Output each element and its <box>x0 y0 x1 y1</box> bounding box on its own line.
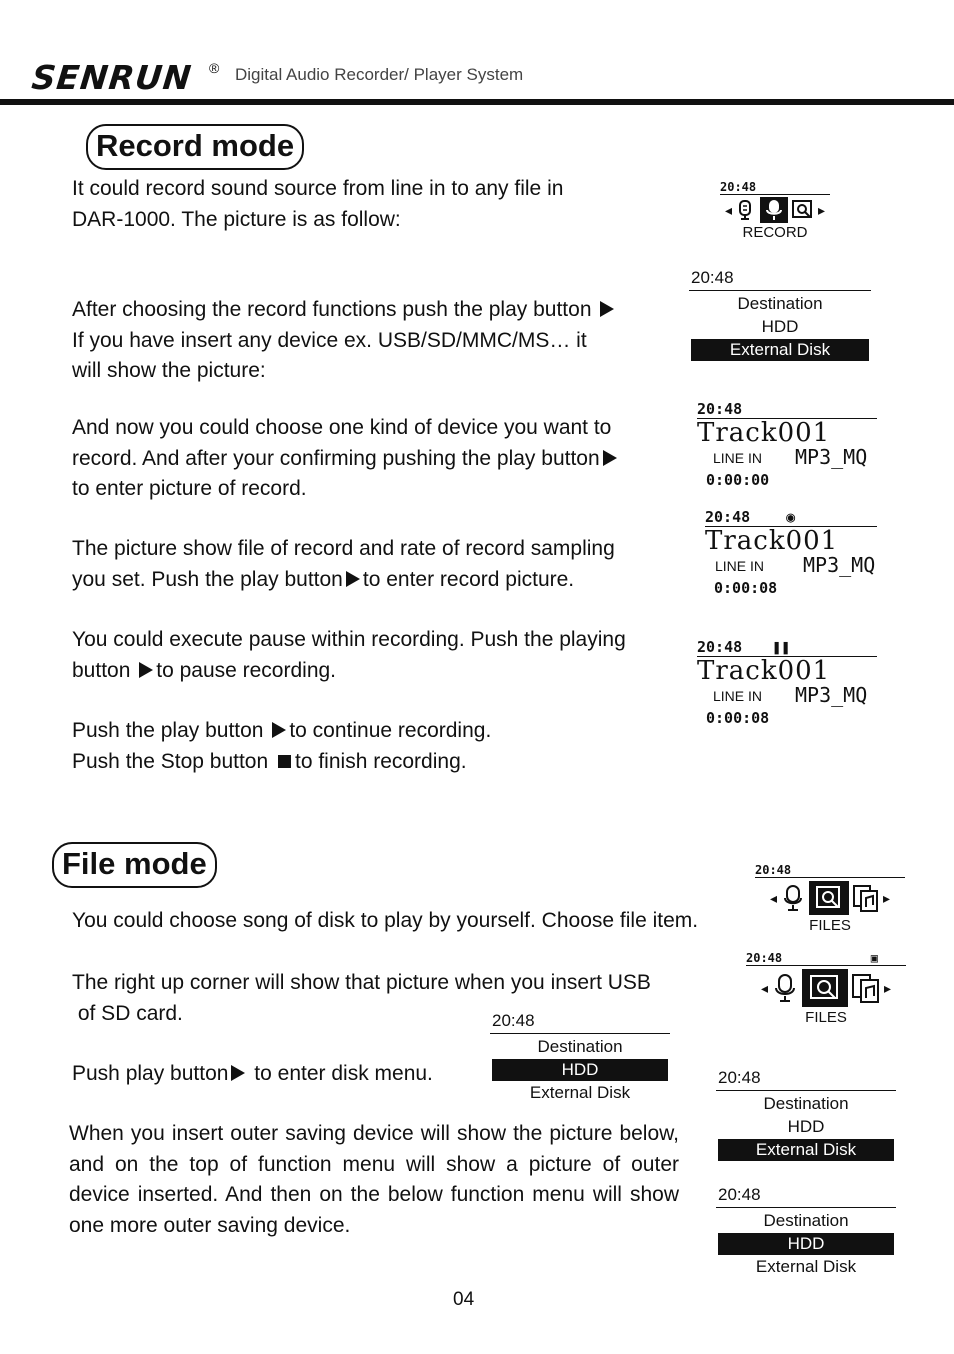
track-source: LINE IN <box>715 558 765 574</box>
record-paragraph-2 <box>72 295 692 387</box>
record-paragraph-5 <box>72 625 692 686</box>
play-icon <box>231 1065 245 1081</box>
text-line: It could record sound source from line in to any file in <box>72 177 564 200</box>
screen-divider <box>490 1033 670 1034</box>
header-subtitle: Digital Audio Recorder/ Player System <box>235 65 524 84</box>
pause-icon: ❚❚ <box>772 638 791 656</box>
music-files-icon <box>851 883 881 913</box>
files-icon-screen-device <box>746 951 906 1026</box>
play-icon <box>600 301 614 317</box>
menu-option-external-disk: External Disk <box>755 1257 857 1276</box>
microphone-icon <box>770 972 800 1004</box>
text-line: Push the Stop button <box>72 749 269 773</box>
record-paragraph-4 <box>72 534 692 595</box>
track-quality: MP3_MQ <box>803 553 876 577</box>
text-line: button <box>72 658 131 682</box>
track-duration: 0:00:08 <box>714 579 778 597</box>
destination-menu-screen <box>716 1185 896 1279</box>
icon-row <box>755 878 905 918</box>
screen-caption: FILES <box>809 917 851 934</box>
menu-option-destination: Destination <box>763 1211 849 1230</box>
text-line: of SD card. <box>72 1001 183 1025</box>
menu-option-destination: Destination <box>737 294 823 313</box>
menu-option-hdd: HDD <box>787 1117 825 1136</box>
text-line: After choosing the record functions push the play button <box>72 298 592 321</box>
text-line: You could choose song of disk to play by yourself. Choose file item. <box>72 909 699 932</box>
record-icon: ◉ <box>786 508 796 526</box>
track-screen-paused <box>697 639 877 727</box>
destination-menu-screen <box>689 268 871 362</box>
file-paragraph-1 <box>72 906 762 937</box>
play-icon <box>139 662 153 678</box>
play-icon <box>346 571 360 587</box>
screen-time: 20:48 <box>705 508 751 526</box>
screen-time: 20:48 <box>691 268 734 287</box>
track-duration: 0:00:00 <box>706 471 770 489</box>
track-info <box>705 555 877 579</box>
play-icon <box>272 722 286 738</box>
menu-option-destination: Destination <box>763 1094 849 1113</box>
screen-divider <box>689 290 871 291</box>
text-line: If you have insert any device ex. USB/SD/MMC/MS… it <box>72 328 587 352</box>
screen-caption: RECORD <box>742 224 808 241</box>
right-arrow-icon: ▸ <box>818 201 826 218</box>
track-source: LINE IN <box>713 450 763 466</box>
left-arrow-icon: ◂ <box>724 201 732 218</box>
right-arrow-icon: ▸ <box>884 979 892 996</box>
record-paragraph-3 <box>72 413 692 505</box>
page-number: 04 <box>453 1289 475 1310</box>
menu-option-external-disk: External Disk <box>529 1083 631 1102</box>
track-quality: MP3_MQ <box>795 683 868 707</box>
text-line: to pause recording. <box>156 658 337 682</box>
file-search-icon <box>790 198 816 222</box>
track-screen-recording <box>705 509 877 597</box>
screen-status-bar <box>705 509 877 526</box>
text-line: You could execute pause within recording. Push the playing <box>72 628 626 651</box>
screen-status-bar <box>697 639 877 656</box>
text-line: to finish recording. <box>295 749 467 773</box>
track-name: Track001 <box>705 526 839 556</box>
track-screen <box>697 401 877 489</box>
menu-option-hdd: HDD <box>718 1233 894 1255</box>
record-intro <box>72 174 672 235</box>
registered-mark: ® <box>209 60 220 76</box>
track-quality: MP3_MQ <box>795 445 868 469</box>
menu-option-hdd: HDD <box>761 317 799 336</box>
track-name: Track001 <box>697 656 831 686</box>
text-line: to enter record picture. <box>362 567 575 591</box>
left-arrow-icon: ◂ <box>760 979 768 996</box>
left-arrow-icon: ◂ <box>769 889 777 906</box>
screen-time: 20:48 <box>746 951 783 965</box>
track-source: LINE IN <box>713 688 763 704</box>
text-line: will show the picture: <box>72 359 266 382</box>
screen-time: 20:48 <box>718 1068 761 1087</box>
text-line: record. And after your confirming pushing the play button <box>72 446 600 470</box>
record-icon-screen <box>720 180 830 241</box>
screen-caption: FILES <box>805 1009 847 1026</box>
header-divider <box>0 99 954 105</box>
text-line: DAR-1000. The picture is as follow: <box>72 207 401 231</box>
text-line: And now you could choose one kind of device you want to <box>72 416 612 439</box>
screen-time: 20:48 <box>720 180 757 194</box>
screen-time: 20:48 <box>697 638 743 656</box>
stop-icon <box>278 755 291 768</box>
brand-logo: SENRUN <box>29 58 194 97</box>
track-name: Track001 <box>697 418 831 448</box>
usb-device-icon: ▣ <box>870 951 878 965</box>
record-paragraph-6 <box>72 716 692 777</box>
file-search-icon <box>802 969 848 1007</box>
usb-mic-icon <box>734 198 758 222</box>
screen-divider <box>716 1207 896 1208</box>
file-mode-title: File mode <box>52 842 217 888</box>
text-line: you set. Push the play button <box>72 567 343 591</box>
music-files-icon <box>850 972 882 1004</box>
menu-option-external-disk: External Disk <box>718 1139 894 1161</box>
file-search-icon <box>809 881 849 915</box>
screen-status-bar <box>746 951 906 965</box>
text-block: When you insert outer saving device will show the picture below, and on the top of function menu will show a picture of outer device inserted. And then on the below function menu will show one more outer saving device. <box>69 1122 679 1237</box>
text-line: Push play button <box>72 1062 229 1085</box>
screen-time: 20:48 <box>492 1011 535 1030</box>
track-info <box>697 685 877 709</box>
icon-row <box>746 966 906 1010</box>
screen-divider <box>716 1090 896 1091</box>
destination-menu-screen <box>490 1011 670 1105</box>
right-arrow-icon: ▸ <box>883 889 891 906</box>
text-line: to enter disk menu. <box>254 1062 433 1085</box>
menu-option-hdd: HDD <box>492 1059 668 1081</box>
screen-time: 20:48 <box>755 863 792 877</box>
microphone-icon <box>760 197 788 223</box>
microphone-icon <box>779 883 807 913</box>
text-line: to enter picture of record. <box>72 477 307 500</box>
icon-row <box>720 195 830 225</box>
text-line: The picture show file of record and rate of record sampling <box>72 537 615 560</box>
text-line: The right up corner will show that picture when you insert USB <box>72 971 651 994</box>
destination-menu-screen <box>716 1068 896 1162</box>
menu-option-destination: Destination <box>537 1037 623 1056</box>
screen-time: 20:48 <box>697 400 743 418</box>
screen-time: 20:48 <box>718 1185 761 1204</box>
file-paragraph-3 <box>72 1059 482 1090</box>
play-icon <box>603 450 617 466</box>
files-icon-screen <box>755 863 905 934</box>
file-paragraph-4 <box>69 1119 679 1241</box>
track-duration: 0:00:08 <box>706 709 770 727</box>
text-line: to continue recording. <box>289 719 492 742</box>
track-info <box>697 447 877 471</box>
record-mode-title: Record mode <box>86 124 304 170</box>
text-line: Push the play button <box>72 719 264 742</box>
menu-option-external-disk: External Disk <box>691 339 869 361</box>
